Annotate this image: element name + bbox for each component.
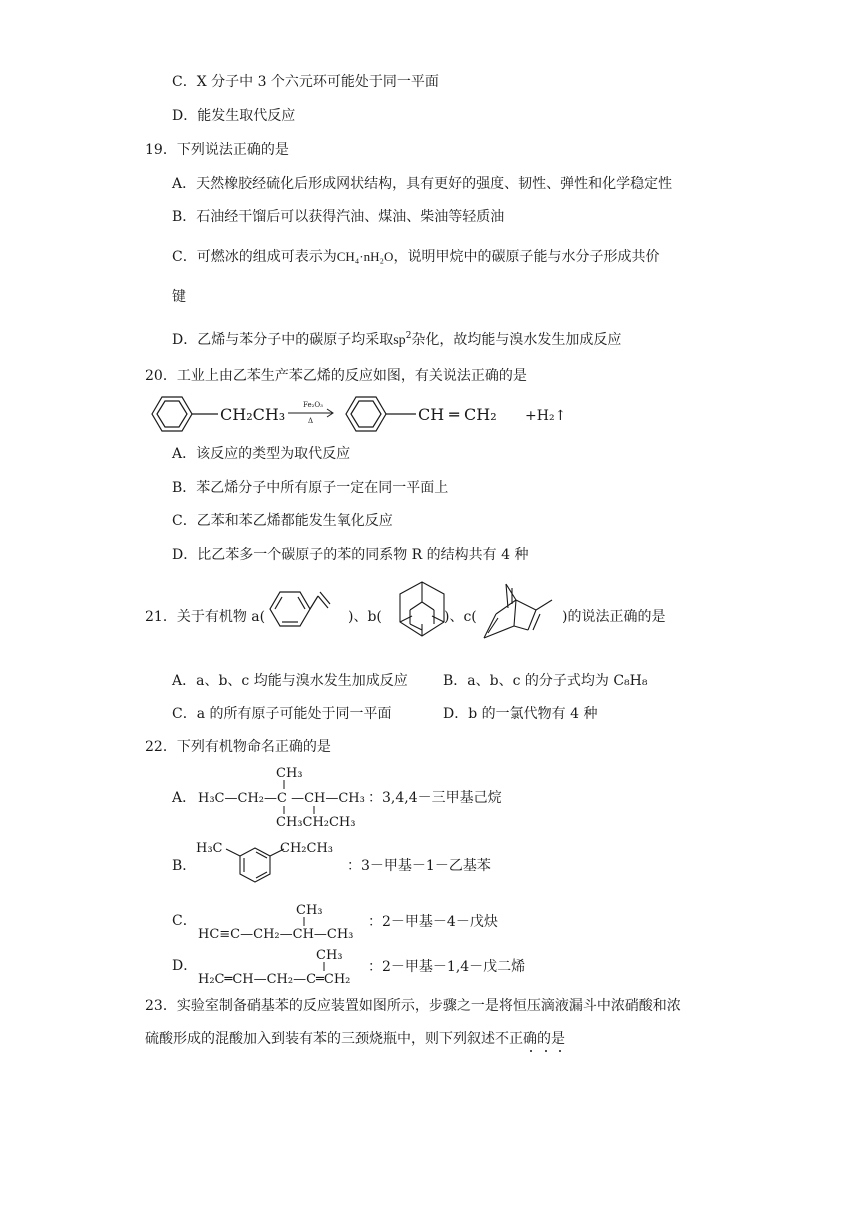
q19-option-d-post: 杂化，故均能与溴水发生加成反应: [411, 332, 622, 348]
q19-option-c-pre: C．可燃冰的组成可表示为: [172, 249, 337, 265]
q19-option-d-sp: sp: [393, 333, 406, 348]
q23-stem-line1: 23．实验室制备硝基苯的反应装置如图所示，步骤之一是将恒压滴液漏斗中浓硝酸和浓: [145, 998, 681, 1014]
q22-a-main: H₃C—CH₂—C —CH—CH₃: [198, 791, 365, 806]
q22-d-top: CH₃: [316, 948, 343, 963]
q19-option-c: [172, 247, 659, 267]
q18-option-c: C．X 分子中 3 个六元环可能处于同一平面: [172, 74, 439, 90]
q22-a-top: CH₃: [276, 766, 303, 781]
q20-option-b: B．苯乙烯分子中所有原子一定在同一平面上: [172, 480, 449, 496]
q22-b-sub2: CH₂CH₃: [280, 841, 333, 856]
q22-option-a-structure: [198, 764, 378, 830]
q22-option-d-letter: D．: [172, 958, 198, 974]
q21-stem-b: )、b(: [348, 609, 382, 625]
q21-option-d: D．b 的一氯代物有 4 种: [443, 706, 598, 722]
q23-stem-line2: 硫酸形成的混酸加入到装有苯的三颈烧瓶中，则下列叙述不正确的是: [145, 1031, 565, 1047]
q21-stem-pre: 21．关于有机物 a(: [145, 609, 266, 625]
q21-option-c: C．a 的所有原子可能处于同一平面: [172, 706, 392, 722]
q21-stem-c: )、c(: [444, 609, 477, 625]
q22-option-c-structure: [198, 900, 378, 944]
q19-stem: 19．下列说法正确的是: [145, 142, 289, 158]
q20-eq-right: CH ═ CH₂: [418, 405, 497, 424]
q20-eq-cond: Δ: [308, 417, 314, 425]
q21-stem-post: )的说法正确的是: [562, 609, 666, 625]
q19-option-b: B．石油经干馏后可以获得汽油、煤油、柴油等轻质油: [172, 209, 505, 225]
adamantane-structure: [392, 578, 452, 648]
q22-option-a-name: ：3,4,4－三甲基己烷: [368, 790, 502, 806]
q22-b-sub1: H₃C: [196, 841, 223, 856]
q22-option-c-name: ：2－甲基－4－戊炔: [368, 914, 498, 930]
q20-option-a: A．该反应的类型为取代反应: [172, 446, 351, 462]
q19-option-c-formula: CH₄·nH₂O: [336, 249, 394, 264]
benzene-ring-left: [152, 397, 192, 431]
q19-option-d-pre: D．乙烯与苯分子中的碳原子均采取: [172, 332, 394, 348]
q20-option-c: C．乙苯和苯乙烯都能发生氧化反应: [172, 513, 393, 529]
q19-option-c-post: ，说明甲烷中的碳原子能与水分子形成共价: [393, 249, 660, 265]
emphasis-dot: [530, 1050, 532, 1052]
bicyclic-structure: [476, 578, 566, 648]
q20-eq-byproduct: +H₂↑: [525, 408, 567, 424]
q20-eq-catalyst: Fe₂O₃: [303, 401, 323, 409]
q22-c-top: CH₃: [296, 903, 323, 918]
benzene-ring-right: [346, 397, 386, 431]
q22-option-b-structure: [196, 836, 366, 888]
emphasis-dot: [559, 1050, 561, 1052]
q19-option-d: [172, 326, 621, 351]
q22-option-b-letter: B．: [172, 858, 197, 874]
q19-option-a: A．天然橡胶经硫化后形成网状结构，具有更好的强度、韧性、弹性和化学稳定性: [172, 176, 673, 192]
q20-option-d: D．比乙苯多一个碳原子的苯的同系物 R 的结构共有 4 种: [172, 547, 529, 563]
q22-a-bottom: CH₃CH₂CH₃: [276, 815, 356, 830]
q22-d-main: H₂C═CH—CH₂—C═CH₂: [198, 972, 351, 987]
q22-option-d-structure: [198, 945, 378, 989]
emphasis-dot: [545, 1050, 547, 1052]
q22-option-d-name: ：2－甲基－1,4－戊二烯: [368, 959, 526, 975]
q22-stem: 22．下列有机物命名正确的是: [145, 739, 331, 755]
q19-option-d-sup: 2: [405, 331, 412, 341]
q20-eq-left: CH₂CH₃: [220, 405, 286, 424]
q22-option-c-letter: C．: [172, 913, 197, 929]
q22-option-b-name: ：3－甲基－1－乙基苯: [347, 858, 491, 874]
q20-reaction-equation: [140, 393, 567, 435]
q20-stem: 20．工业上由乙苯生产苯乙烯的反应如图，有关说法正确的是: [145, 368, 527, 384]
styrene-structure: [262, 586, 332, 646]
q19-option-c-continued: 键: [172, 289, 186, 305]
q22-c-main: HC≡C—CH₂—CH—CH₃: [198, 927, 354, 942]
q22-option-a-letter: A．: [172, 790, 197, 806]
q18-option-d: D．能发生取代反应: [172, 108, 296, 124]
q21-option-b: B．a、b、c 的分子式均为 C₈H₈: [443, 673, 648, 689]
q21-option-a: A．a、b、c 均能与溴水发生加成反应: [172, 673, 408, 689]
